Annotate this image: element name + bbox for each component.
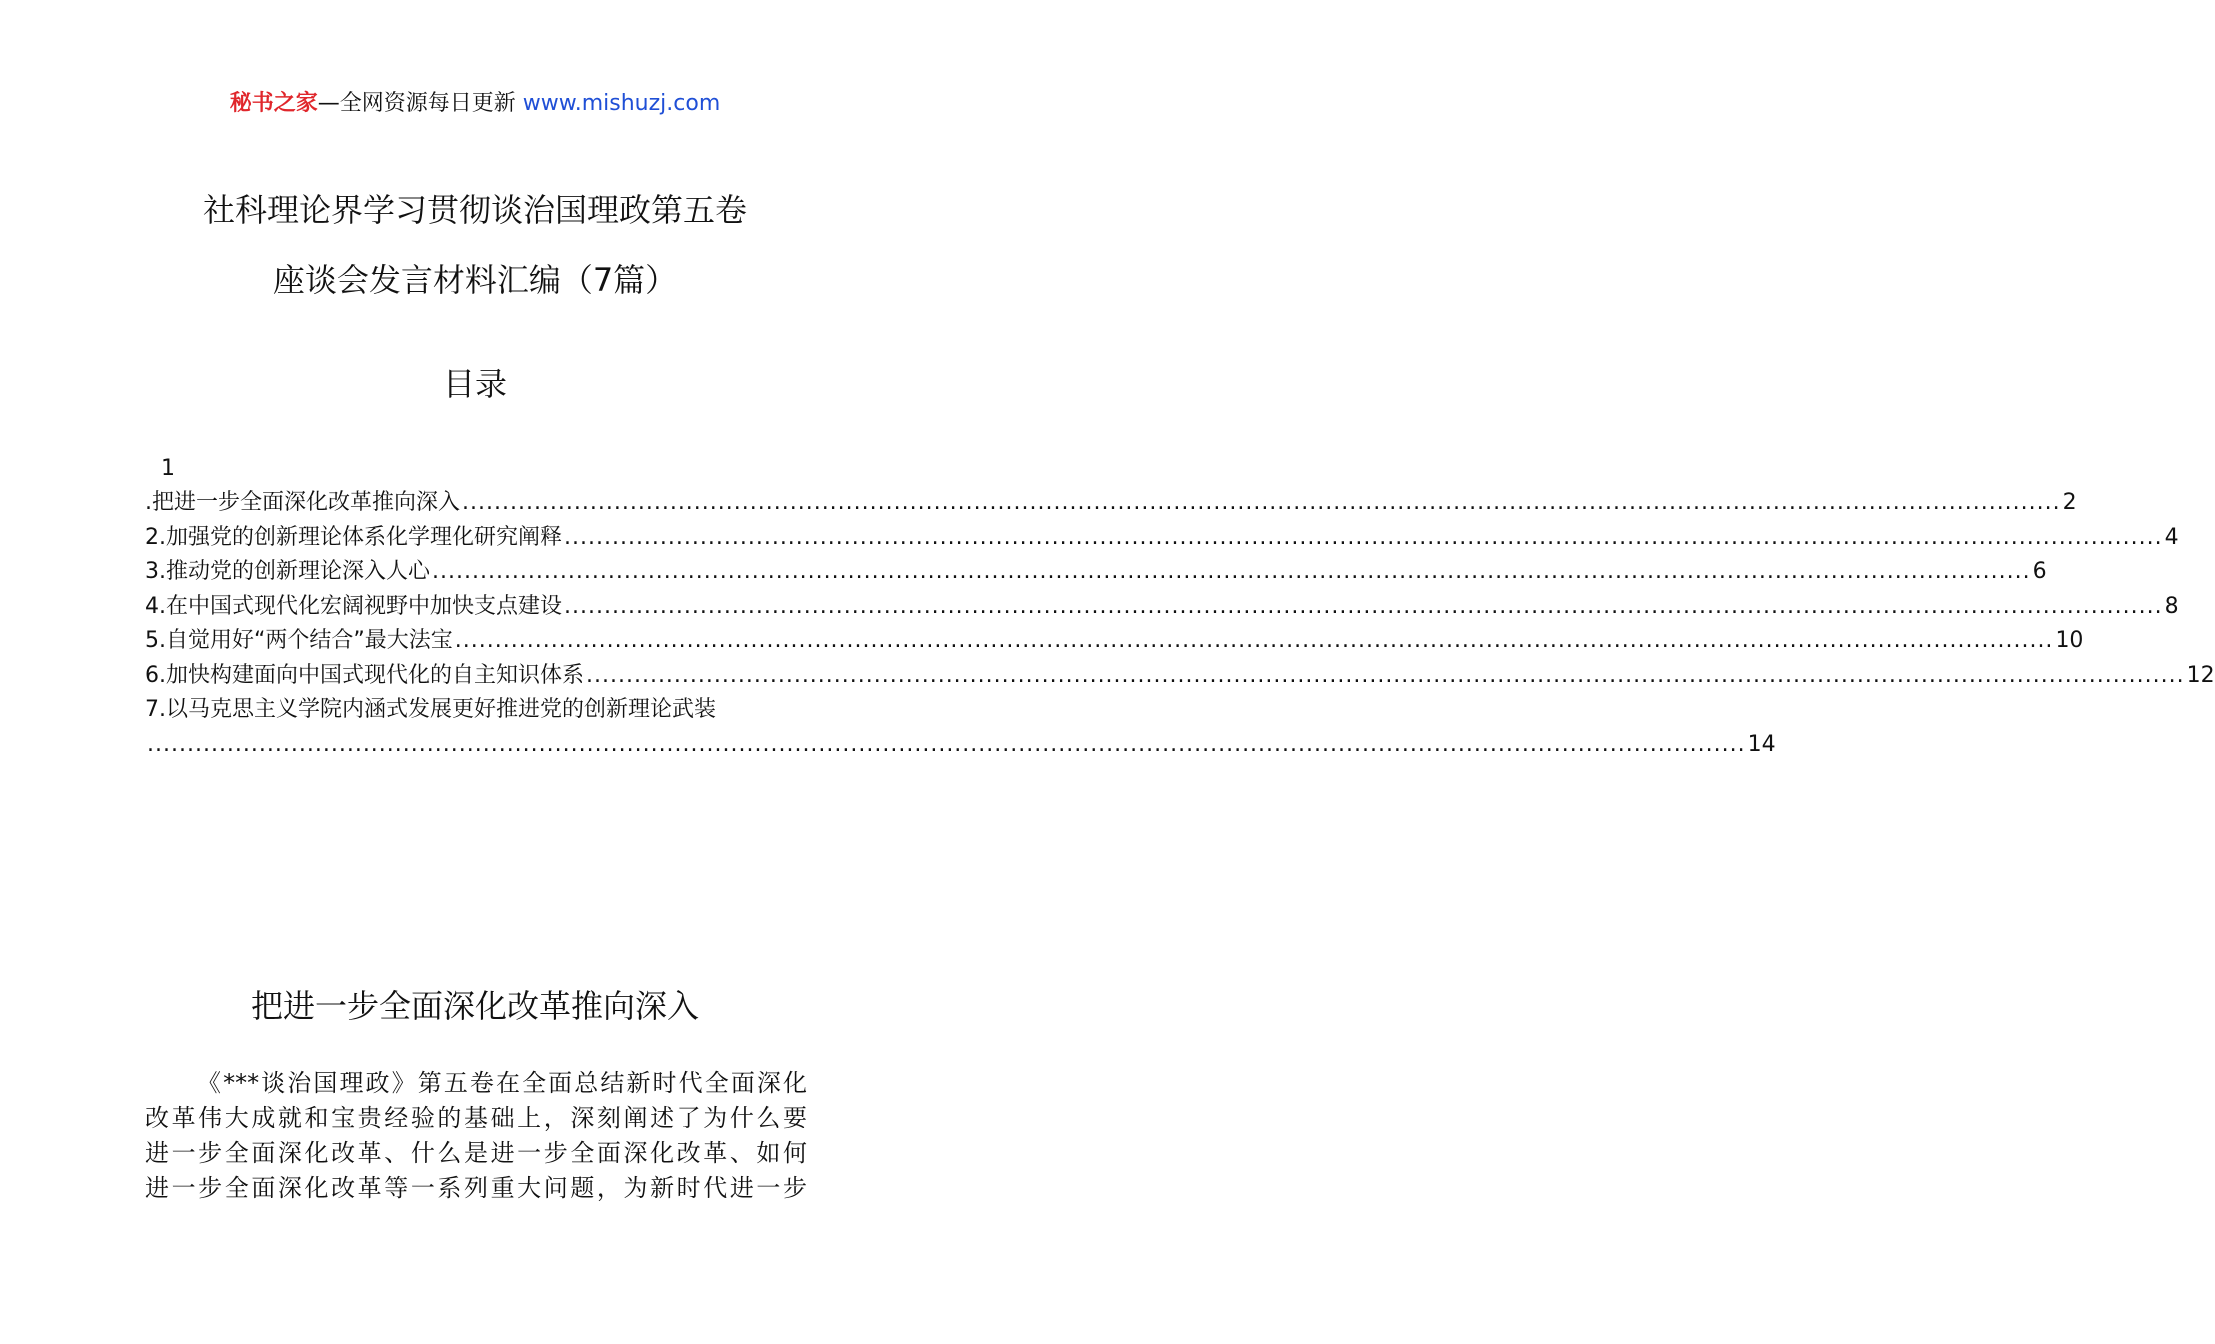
toc-item-text: 5.自觉用好“两个结合”最大法宝 — [145, 628, 453, 653]
brand-name: 秘书之家 — [229, 91, 318, 116]
toc-item-page: 10 — [2055, 628, 2084, 653]
toc-item-page: 12 — [2186, 662, 2215, 688]
toc-item-7[interactable] — [145, 693, 807, 728]
toc-item-text: 4.在中国式现代化宏阔视野中加快支点建设 — [145, 593, 562, 619]
toc-item-page: 6 — [2032, 559, 2047, 584]
toc-item-text: .把进一步全面深化改革推向深入 — [145, 490, 460, 515]
toc-item-1[interactable] — [145, 486, 2077, 521]
toc-item-7-continuation[interactable] — [145, 728, 1776, 763]
toc-item-6[interactable] — [145, 659, 2215, 694]
toc-leader-dots: ........................................................................................................................................................................................................ — [432, 559, 2031, 584]
header-tagline: —全网资源每日更新 — [317, 91, 523, 116]
document-title-line-2: 座谈会发言材料汇编（7篇） — [272, 261, 678, 299]
toc-leader-dots: ........................................................................................................................................................................................................ — [564, 524, 2163, 550]
toc-item-text: 3.推动党的创新理论深入人心 — [145, 559, 430, 584]
document-title-line-1: 社科理论界学习贯彻谈治国理政第五卷 — [202, 191, 747, 229]
toc-item-4[interactable] — [145, 590, 2179, 625]
toc-item-page: 2 — [2062, 490, 2077, 515]
toc-item-3[interactable] — [145, 555, 2047, 590]
body-line: 进一步全面深化改革等一系列重大问题，为新时代进一步 — [145, 1174, 807, 1202]
toc-leader-dots: ........................................................................................................................................................................................................ — [454, 628, 2054, 653]
body-line: 《***谈治国理政》第五卷在全面总结新时代全面深化 — [197, 1069, 807, 1097]
body-line: 改革伟大成就和宝贵经验的基础上，深刻阐述了为什么要 — [145, 1104, 807, 1132]
section-title: 把进一步全面深化改革推向深入 — [250, 987, 699, 1025]
toc-item-text: 6.加快构建面向中国式现代化的自主知识体系 — [145, 662, 584, 688]
toc-leader-dots: ........................................................................................................................................................................................................ — [564, 593, 2163, 619]
toc-item-page: 8 — [2164, 593, 2179, 619]
toc-item-2[interactable] — [145, 521, 2179, 556]
toc-item-text: 7.以马克思主义学院内涵式发展更好推进党的创新理论武装 — [145, 697, 716, 722]
toc-item-page: 4 — [2164, 524, 2179, 550]
site-header — [0, 88, 950, 120]
section-body — [145, 1066, 807, 1206]
toc-heading: 目录 — [442, 365, 507, 403]
table-of-contents — [145, 452, 2215, 762]
body-line: 进一步全面深化改革、什么是进一步全面深化改革、如何 — [145, 1139, 807, 1167]
toc-item-text: 2.加强党的创新理论体系化学理化研究阐释 — [145, 524, 562, 550]
site-url-link[interactable]: www.mishuzj.com — [522, 91, 721, 116]
toc-item-5[interactable] — [145, 624, 2084, 659]
toc-leader-dots: ........................................................................................................................................................................................................ — [462, 490, 2061, 515]
toc-leader-dots: ........................................................................................................................................................................................................ — [586, 662, 2185, 688]
toc-leader-dots: ........................................................................................................................................................................................................ — [147, 731, 1746, 757]
toc-item-page: 14 — [1747, 731, 1776, 757]
toc-first-number: 1 — [161, 456, 175, 481]
